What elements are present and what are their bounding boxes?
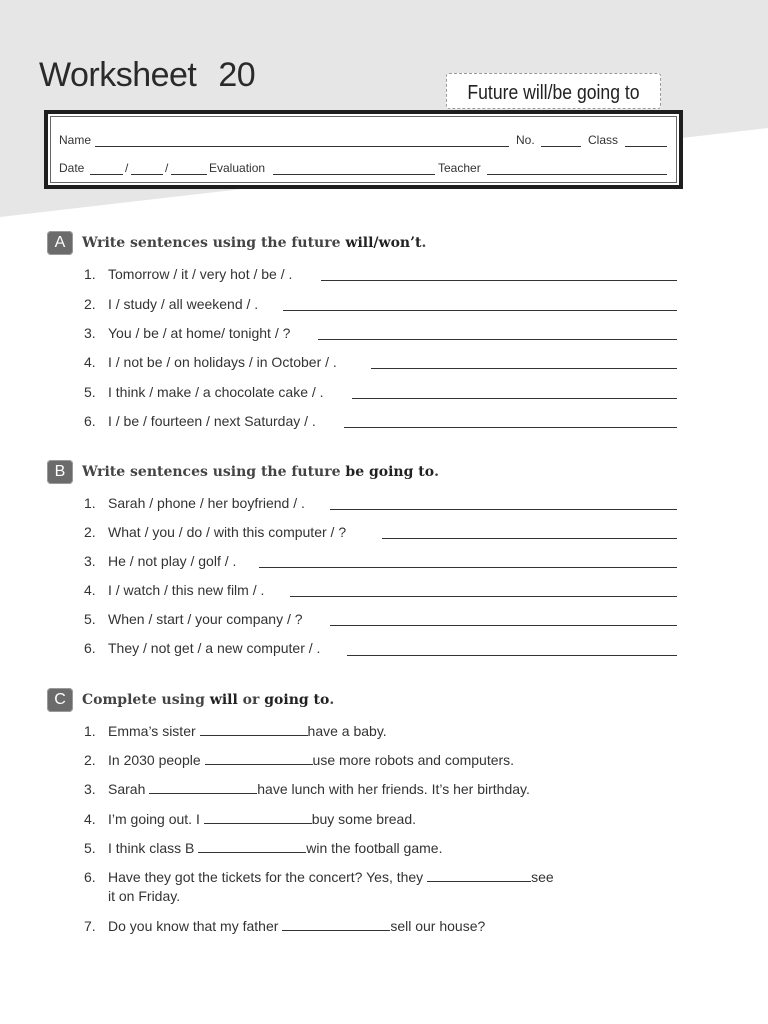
answer-line[interactable] xyxy=(318,339,677,340)
prompt-before: Sarah xyxy=(108,781,150,797)
item-number: 2. xyxy=(84,296,96,312)
evaluation-label: Evaluation xyxy=(209,161,266,175)
item-prompt xyxy=(108,869,554,885)
item-number: 4. xyxy=(84,811,96,827)
gap-field[interactable] xyxy=(200,723,308,736)
gap-field[interactable] xyxy=(149,781,257,794)
item-number: 2. xyxy=(84,752,96,768)
answer-line[interactable] xyxy=(382,538,677,539)
gap-field[interactable] xyxy=(205,752,313,765)
date-day-field[interactable] xyxy=(90,174,123,175)
answer-line[interactable] xyxy=(283,310,677,311)
item-prompt xyxy=(108,752,514,768)
item-number: 4. xyxy=(84,354,96,370)
item-prompt: They / not get / a new computer / . xyxy=(108,640,321,656)
section-b-badge: B xyxy=(47,460,73,484)
date-label: Date xyxy=(59,161,85,175)
prompt-after: see xyxy=(531,869,554,885)
student-info-box xyxy=(44,110,683,189)
item-number: 1. xyxy=(84,723,96,739)
prompt-after: sell our house? xyxy=(390,918,486,934)
item-prompt: You / be / at home/ tonight / ? xyxy=(108,325,291,341)
item-prompt: I think / make / a chocolate cake / . xyxy=(108,384,324,400)
info-row-1 xyxy=(51,133,676,149)
section-c-badge: C xyxy=(47,688,73,712)
answer-line[interactable] xyxy=(352,398,677,399)
item-number: 3. xyxy=(84,553,96,569)
instruction-bold: going to xyxy=(264,692,330,708)
item-number: 3. xyxy=(84,781,96,797)
instruction-text: Write sentences using the future xyxy=(82,464,341,480)
number-label: No. xyxy=(516,133,535,147)
prompt-before: I’m going out. I xyxy=(108,811,204,827)
prompt-after: have lunch with her friends. It’s her birthday. xyxy=(257,781,530,797)
section-b-instruction xyxy=(82,464,439,480)
section-a-instruction xyxy=(82,235,426,251)
item-prompt xyxy=(108,918,485,934)
instruction-bold: will/won’t xyxy=(345,235,422,251)
worksheet-title-text: Worksheet xyxy=(39,56,197,94)
item-prompt: When / start / your company / ? xyxy=(108,611,303,627)
item-number: 1. xyxy=(84,266,96,282)
item-prompt xyxy=(108,811,416,827)
gap-field[interactable] xyxy=(204,811,312,824)
item-number: 2. xyxy=(84,524,96,540)
prompt-after: win the football game. xyxy=(306,840,443,856)
date-year-field[interactable] xyxy=(171,174,207,175)
item-prompt xyxy=(108,723,387,739)
date-month-field[interactable] xyxy=(131,174,163,175)
topic-box xyxy=(446,73,661,109)
item-number: 7. xyxy=(84,918,96,934)
prompt-before: Emma’s sister xyxy=(108,723,200,739)
item-prompt: Sarah / phone / her boyfriend / . xyxy=(108,495,305,511)
item-prompt: He / not play / golf / . xyxy=(108,553,237,569)
instruction-mid: or xyxy=(242,692,260,708)
answer-line[interactable] xyxy=(321,280,677,281)
item-number: 3. xyxy=(84,325,96,341)
answer-line[interactable] xyxy=(259,567,677,568)
prompt-before: In 2030 people xyxy=(108,752,205,768)
info-row-2 xyxy=(51,161,676,177)
number-field[interactable] xyxy=(541,146,581,147)
item-number: 6. xyxy=(84,413,96,429)
worksheet-title xyxy=(39,56,255,95)
item-number: 6. xyxy=(84,869,96,885)
prompt-before: I think class B xyxy=(108,840,199,856)
answer-line[interactable] xyxy=(344,427,677,428)
item-prompt: What / you / do / with this computer / ? xyxy=(108,524,347,540)
name-label: Name xyxy=(59,133,92,147)
item-prompt: I / study / all weekend / . xyxy=(108,296,259,312)
instruction-end: . xyxy=(329,692,335,708)
item-prompt: I / watch / this new film / . xyxy=(108,582,265,598)
date-separator: / xyxy=(125,161,129,175)
instruction-text: Complete using xyxy=(82,692,205,708)
prompt-after: use more robots and computers. xyxy=(312,752,515,768)
prompt-after: buy some bread. xyxy=(311,811,417,827)
item-number: 1. xyxy=(84,495,96,511)
instruction-text: Write sentences using the future xyxy=(82,235,341,251)
item-prompt: Tomorrow / it / very hot / be / . xyxy=(108,266,293,282)
class-field[interactable] xyxy=(625,146,667,147)
item-number: 5. xyxy=(84,384,96,400)
section-c-instruction xyxy=(82,692,334,708)
student-info-inner xyxy=(50,116,677,183)
answer-line[interactable] xyxy=(330,509,677,510)
item-number: 4. xyxy=(84,582,96,598)
item-number: 5. xyxy=(84,840,96,856)
item-number: 5. xyxy=(84,611,96,627)
gap-field[interactable] xyxy=(427,869,531,882)
prompt-before: Do you know that my father xyxy=(108,918,283,934)
item-prompt: I / be / fourteen / next Saturday / . xyxy=(108,413,316,429)
item-number: 6. xyxy=(84,640,96,656)
prompt-before: Have they got the tickets for the concert? Yes, they xyxy=(108,869,428,885)
teacher-label: Teacher xyxy=(438,161,481,175)
instruction-bold: be going to xyxy=(345,464,435,480)
instruction-bold: will xyxy=(209,692,238,708)
teacher-field[interactable] xyxy=(487,174,667,175)
class-label: Class xyxy=(588,133,619,147)
name-field[interactable] xyxy=(95,146,509,147)
instruction-end: . xyxy=(434,464,439,480)
answer-line[interactable] xyxy=(290,596,677,597)
instruction-end: . xyxy=(421,235,427,251)
worksheet-number: 20 xyxy=(218,56,256,94)
topic-label: Future will/be going to xyxy=(467,82,640,104)
answer-line[interactable] xyxy=(347,655,677,656)
item-prompt: I / not be / on holidays / in October / . xyxy=(108,354,337,370)
date-separator: / xyxy=(165,161,169,175)
answer-line[interactable] xyxy=(330,625,677,626)
gap-field[interactable] xyxy=(282,918,390,931)
item-prompt xyxy=(108,840,442,856)
prompt-after: have a baby. xyxy=(307,723,387,739)
exercise-c-6-continued: it on Friday. xyxy=(108,888,181,904)
section-a-badge: A xyxy=(47,231,73,255)
item-prompt xyxy=(108,781,530,797)
answer-line[interactable] xyxy=(371,368,677,369)
gap-field[interactable] xyxy=(198,840,306,853)
evaluation-field[interactable] xyxy=(273,174,435,175)
